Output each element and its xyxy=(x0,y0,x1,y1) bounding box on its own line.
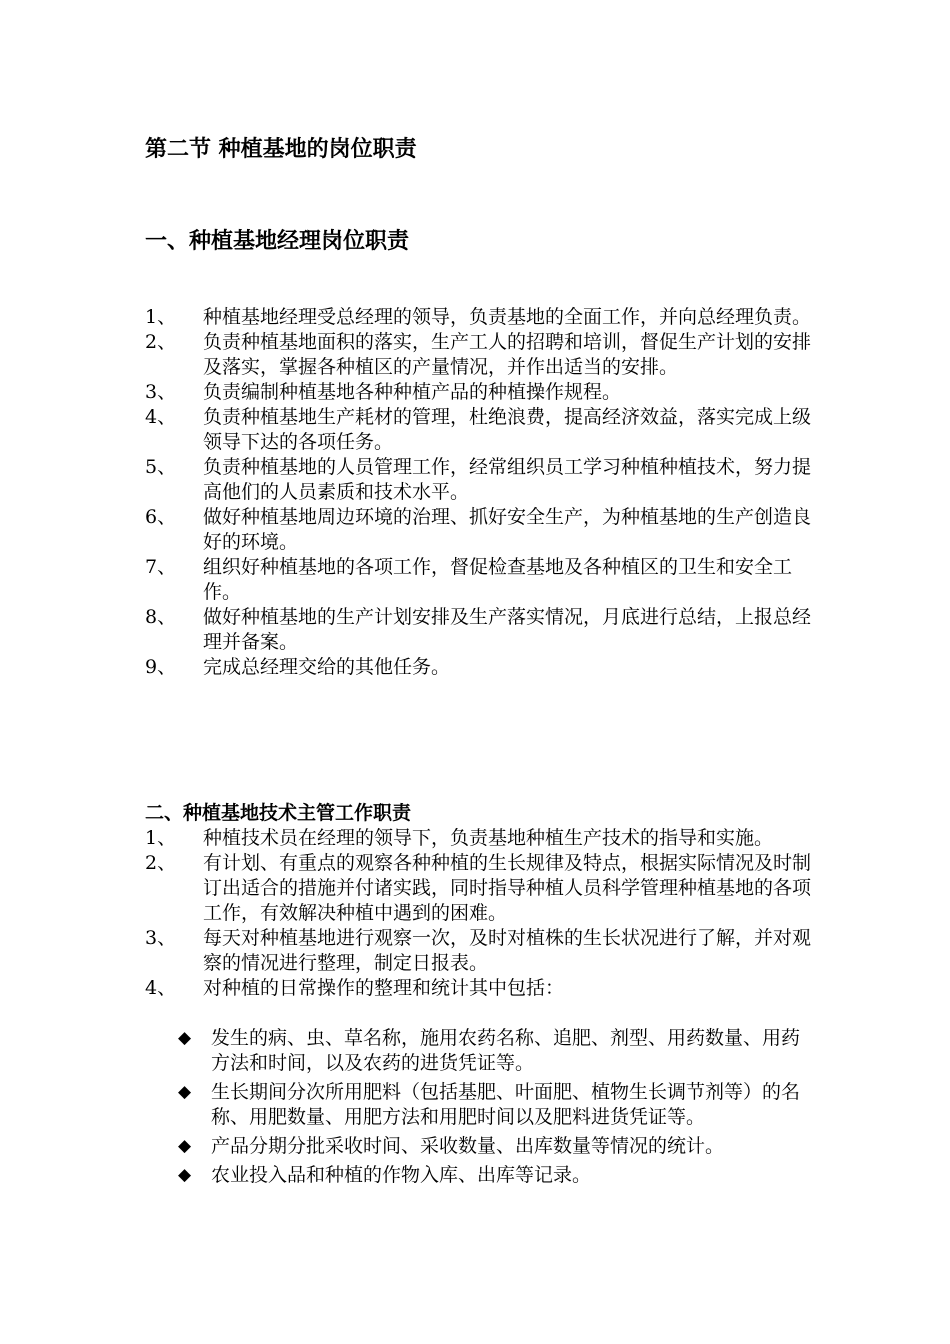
bullet-text: 农业投入品和种植的作物入库、出库等记录。 xyxy=(211,1164,592,1186)
item-number: 3、 xyxy=(145,381,177,403)
list-item xyxy=(145,405,825,455)
item-text: 做好种植基地周边环境的治理、抓好安全生产，为种植基地的生产创造良好的环境。 xyxy=(203,506,812,553)
list-item xyxy=(145,851,825,926)
bullet-text: 生长期间分次所用肥料（包括基肥、叶面肥、植物生长调节剂等）的名称、用肥数量、用肥方法和用肥时间以及肥料进货凭证等。 xyxy=(211,1081,801,1128)
diamond-bullet-icon: ◆ xyxy=(178,1028,192,1048)
item-text: 种植技术员在经理的领导下，负责基地种植生产技术的指导和实施。 xyxy=(203,827,774,849)
diamond-bullet-icon: ◆ xyxy=(178,1136,192,1156)
item-number: 9、 xyxy=(145,656,177,678)
item-number: 7、 xyxy=(145,556,177,578)
list-item xyxy=(145,505,825,555)
list-item xyxy=(145,926,825,976)
record-bullet-list xyxy=(178,1026,818,1192)
item-number: 2、 xyxy=(145,331,177,353)
item-text: 对种植的日常操作的整理和统计其中包括： xyxy=(203,977,565,999)
item-text: 种植基地经理受总经理的领导，负责基地的全面工作，并向总经理负责。 xyxy=(203,306,812,328)
section-title: 第二节 种植基地的岗位职责 xyxy=(145,137,417,162)
item-text: 负责种植基地面积的落实，生产工人的招聘和培训，督促生产计划的安排及落实，掌握各种植区的产量情况，并作出适当的安排。 xyxy=(203,331,812,378)
list-item xyxy=(145,555,825,605)
part1-duty-list xyxy=(145,305,825,680)
diamond-bullet-icon: ◆ xyxy=(178,1082,192,1102)
item-number: 3、 xyxy=(145,927,177,949)
item-number: 4、 xyxy=(145,977,177,999)
item-number: 6、 xyxy=(145,506,177,528)
list-item xyxy=(145,380,825,405)
list-item xyxy=(145,826,825,851)
item-number: 8、 xyxy=(145,606,177,628)
list-item xyxy=(145,305,825,330)
item-text: 组织好种植基地的各项工作，督促检查基地及各种植区的卫生和安全工作。 xyxy=(203,556,793,603)
part2-duty-list xyxy=(145,826,825,1001)
item-number: 5、 xyxy=(145,456,177,478)
item-text: 负责种植基地生产耗材的管理，杜绝浪费，提高经济效益，落实完成上级领导下达的各项任务。 xyxy=(203,406,812,453)
bullet-item xyxy=(178,1134,818,1159)
item-text: 负责编制种植基地各种种植产品的种植操作规程。 xyxy=(203,381,622,403)
bullet-text: 发生的病、虫、草名称，施用农药名称、追肥、剂型、用药数量、用药方法和时间，以及农药的进货凭证等。 xyxy=(211,1027,801,1074)
item-text: 每天对种植基地进行观察一次，及时对植株的生长状况进行了解，并对观察的情况进行整理，制定日报表。 xyxy=(203,927,812,974)
bullet-text: 产品分期分批采收时间、采收数量、出库数量等情况的统计。 xyxy=(211,1135,725,1157)
item-text: 负责种植基地的人员管理工作，经常组织员工学习种植种植技术，努力提高他们的人员素质和技术水平。 xyxy=(203,456,812,503)
item-text: 做好种植基地的生产计划安排及生产落实情况，月底进行总结，上报总经理并备案。 xyxy=(203,606,812,653)
bullet-item xyxy=(178,1080,818,1130)
part2-heading: 二、种植基地技术主管工作职责 xyxy=(145,802,412,824)
item-number: 4、 xyxy=(145,406,177,428)
bullet-item xyxy=(178,1163,818,1188)
diamond-bullet-icon: ◆ xyxy=(178,1165,192,1185)
list-item xyxy=(145,330,825,380)
item-text: 有计划、有重点的观察各种种植的生长规律及特点，根据实际情况及时制订出适合的措施并付诸实践，同时指导种植人员科学管理种植基地的各项工作，有效解决种植中遇到的困难。 xyxy=(203,852,812,924)
item-text: 完成总经理交给的其他任务。 xyxy=(203,656,451,678)
item-number: 1、 xyxy=(145,827,177,849)
bullet-item xyxy=(178,1026,818,1076)
part1-heading: 一、种植基地经理岗位职责 xyxy=(145,229,410,254)
list-item xyxy=(145,976,825,1001)
list-item xyxy=(145,455,825,505)
list-item xyxy=(145,605,825,655)
item-number: 2、 xyxy=(145,852,177,874)
item-number: 1、 xyxy=(145,306,177,328)
list-item xyxy=(145,655,825,680)
